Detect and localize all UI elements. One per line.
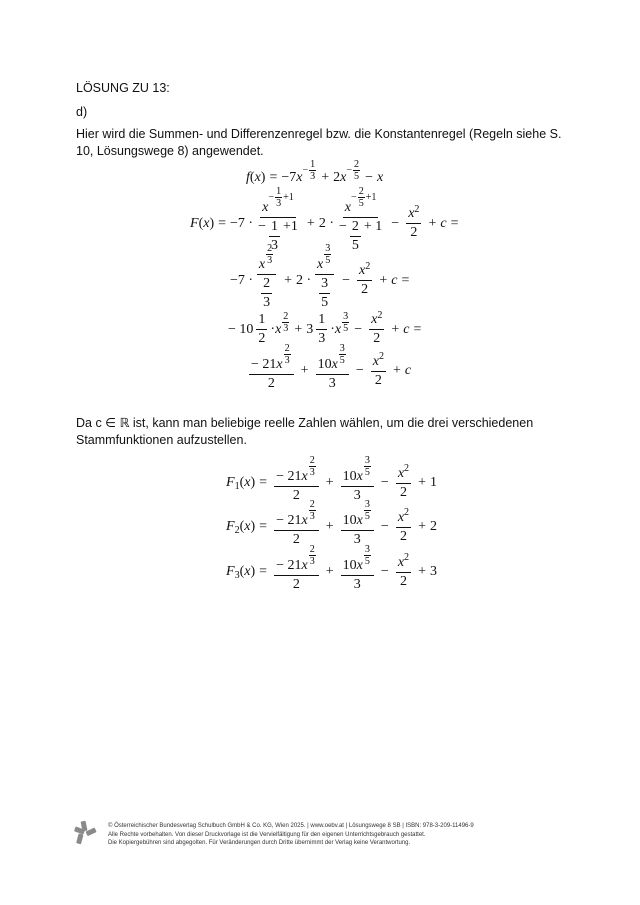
formula-F2: F 2 ( x ) = − 21 x $\frac{2}{3}$ 2 + 10 x $\frac{3}{5}$ 3 − x 2 2 + 2	[226, 498, 437, 547]
note-text: Da c ∈ ℝ ist, kann man beliebige reelle Zahlen wählen, um die drei verschiedenen Stammfunktionen aufzustellen.	[76, 416, 534, 447]
formula-F-step3: − 10 $\frac{1}{2}$ · x $\frac{2}{3}$ + 3 $\frac{1}{3}$ · x $\frac{3}{5}$ − x 2 2 + c =	[228, 309, 422, 346]
formula-f: f ( x ) = −7 x − $\frac{1}{3}$ + 2 x − $\frac{2}{5}$ − x	[246, 158, 384, 185]
part-label: d)	[76, 105, 88, 119]
solution-heading: LÖSUNG ZU 13:	[76, 81, 170, 95]
publisher-logo	[72, 820, 98, 846]
formula-F-step1: F ( x ) = −7 · x − $\frac{1}{3}$ +1 − $\frac{1}{3}$ +1 + 2 · x − $\frac{2}{5}$ +1 − $\frac{2}{5}$ + 1 − x 2 2 + c =	[190, 185, 459, 253]
formula-F-result: − 21 x $\frac{2}{3}$ 2 + 10 x $\frac{3}{5}$ 3 − x 2 2 + c	[251, 342, 412, 391]
formula-F-step2: −7 · x $\frac{2}{3}$ $\frac{2}{3}$ + 2 · x $\frac{3}{5}$ $\frac{3}{5}$ − x 2 2 + c =	[230, 242, 410, 310]
constant-2: 2	[430, 519, 437, 534]
formula-F3: F 3 ( x ) = − 21 x $\frac{2}{3}$ 2 + 10 x $\frac{3}{5}$ 3 − x 2 2 + 3	[226, 543, 437, 592]
footer-line: Die Kopiergebühren sind abgegolten. Für Veränderungen durch Dritte übernimmt der Verlag keine Verantwortung.	[108, 840, 411, 846]
formula-F1: F 1 ( x ) = − 21 x $\frac{2}{3}$ 2 + 10 x $\frac{3}{5}$ 3 − x 2 2 + 1	[226, 454, 437, 503]
constant-3: 3	[430, 564, 437, 579]
footer-line: © Österreichischer Bundesverlag Schulbuch GmbH & Co. KG, Wien 2025. | www.oebv.at | Lösungswege 8 SB | ISBN: 978-3-209-11496-9	[108, 823, 474, 829]
constant-1: 1	[430, 475, 437, 490]
footer	[108, 822, 474, 848]
intro-text: Hier wird die Summen- und Differenzenregel bzw. die Konstantenregel (Regeln siehe S. 10, Lösungswege 8) angewendet.	[76, 127, 562, 158]
footer-line: Alle Rechte vorbehalten. Von dieser Druckvorlage ist die Vervielfältigung für den eigenen Unterrichtsgebrauch gestattet.	[108, 831, 426, 838]
